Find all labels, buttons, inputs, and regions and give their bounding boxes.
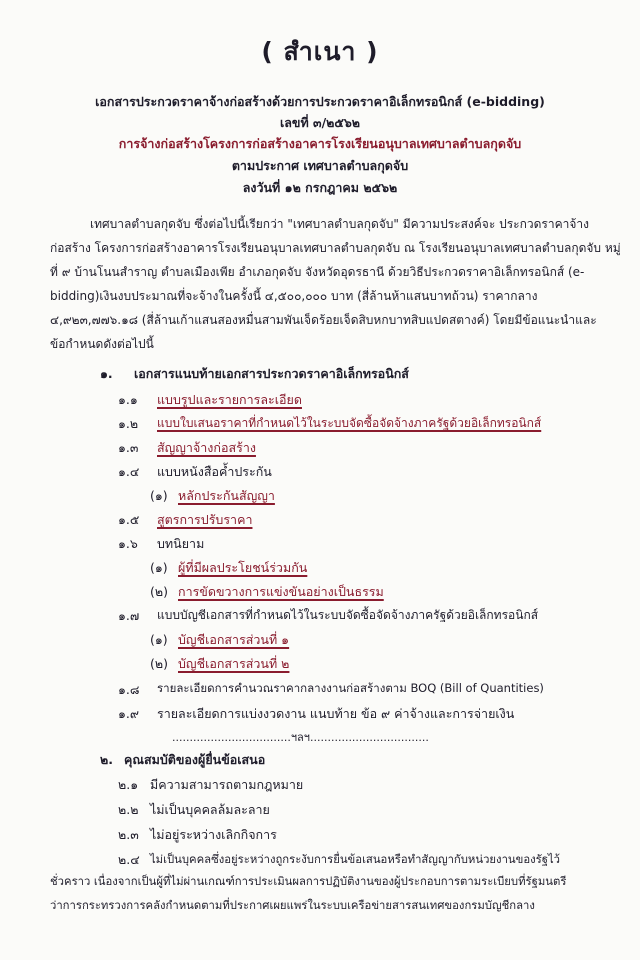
intro-line-5: ๔,๙๒๓,๗๗๖.๑๘ (สี่ล้านเก้าแสนสองหมื่นสามพันเจ็ดร้อยเจ็ดสิบหกบาทสิบแปดสตางค์) โดยมีข้อแนะนำและ <box>50 313 597 327</box>
continuation-marker: ..................................ฯลฯ.................................. <box>172 731 429 744</box>
item-label: รายละเอียดการแบ่งงวดงาน แนบท้าย ข้อ ๙ ค่าจ้างและการจ่ายเงิน <box>157 706 515 721</box>
intro-line-6: ข้อกำหนดดังต่อไปนี้ <box>50 337 154 351</box>
intro-line-3: ที่ ๙ บ้านโนนสำราญ ตำบลเมืองเพีย อำเภอกุดจับ จังหวัดอุดรธานี ด้วยวิธีประกวดราคาอิเล็กทรอนิกส์ (e- <box>50 265 585 279</box>
attachment-link-doc-list-2[interactable]: บัญชีเอกสารส่วนที่ ๒ <box>178 656 290 671</box>
intro-line-1: เทศบาลตำบลกุดจับ ซึ่งต่อไปนี้เรียกว่า "เทศบาลตำบลกุดจับ" มีความประสงค์จะ ประกวดราคาจ้าง <box>90 217 589 231</box>
attachment-link-joint-interest[interactable]: ผู้ที่มีผลประโยชน์ร่วมกัน <box>178 560 308 575</box>
announcement-line: ตามประกาศ เทศบาลตำบลกุดจับ <box>231 158 409 173</box>
item-2-4-continued-2: ว่าการกระทรวงการคลังกำหนดตามที่ประกาศเผยแพร่ในระบบเครือข่ายสารสนเทศของกรมบัญชีกลาง <box>50 899 535 912</box>
item-label: แบบบัญชีเอกสารที่กำหนดไว้ในระบบจัดซื้อจัดจ้างภาครัฐด้วยอิเล็กทรอนิกส์ <box>157 608 539 622</box>
project-title: การจ้างก่อสร้างโครงการก่อสร้างอาคารโรงเรียนอนุบาลเทศบาลตำบลกุดจับ <box>118 136 522 151</box>
item-number: ๒.๒ <box>118 802 139 817</box>
item-number: (๒) <box>150 584 168 599</box>
attachment-link-drawings[interactable]: แบบรูปและรายการละเอียด <box>157 392 302 407</box>
item-label: แบบหนังสือค้ำประกัน <box>157 464 272 479</box>
item-2-4-continued-1: ชั่วคราว เนื่องจากเป็นผู้ที่ไม่ผ่านเกณฑ์การประเมินผลการปฏิบัติงานของผู้ประกอบการตามระเบียบที่รัฐมนตรี <box>50 875 567 888</box>
section-2-number: ๒. <box>100 752 113 767</box>
item-label: ไม่อยู่ระหว่างเลิกกิจการ <box>150 827 277 842</box>
document-title: เอกสารประกวดราคาจ้างก่อสร้างด้วยการประกวดราคาอิเล็กทรอนิกส์ (e-bidding) <box>95 94 545 109</box>
item-label: มีความสามารถตามกฎหมาย <box>150 777 304 792</box>
section-2-title: คุณสมบัติของผู้ยื่นข้อเสนอ <box>124 752 266 767</box>
item-number: ๑.๔ <box>118 464 140 479</box>
item-number: (๑) <box>150 488 168 503</box>
attachment-link-fair-competition[interactable]: การขัดขวางการแข่งขันอย่างเป็นธรรม <box>178 584 384 599</box>
copy-stamp: ( สำเนา ) <box>261 37 379 66</box>
item-number: ๒.๔ <box>118 852 140 867</box>
item-number: (๑) <box>150 560 168 575</box>
attachment-link-guarantee[interactable]: หลักประกันสัญญา <box>178 488 275 503</box>
item-number: ๒.๑ <box>118 777 139 792</box>
intro-line-4: bidding)เงินงบประมาณที่จะจ้างในครั้งนี้ ๔,๕๐๐,๐๐๐ บาท (สี่ล้านห้าแสนบาทถ้วน) ราคากลาง <box>50 289 538 303</box>
attachment-link-price-formula[interactable]: สูตรการปรับราคา <box>157 512 253 527</box>
item-label: ไม่เป็นบุคคลล้มละลาย <box>150 802 270 817</box>
item-number: (๒) <box>150 656 168 671</box>
item-number: ๑.๙ <box>118 706 140 721</box>
section-1-number: ๑. <box>100 366 113 381</box>
item-number: ๒.๓ <box>118 827 139 842</box>
item-number: ๑.๗ <box>118 608 140 623</box>
section-1-title: เอกสารแนบท้ายเอกสารประกวดราคาอิเล็กทรอนิกส์ <box>134 366 409 381</box>
item-label: บทนิยาม <box>157 536 205 551</box>
item-number: ๑.๘ <box>118 682 140 697</box>
item-number: ๑.๓ <box>118 440 139 455</box>
document-number: เลขที่ ๓/๒๕๖๒ <box>279 115 361 130</box>
item-number: ๑.๖ <box>118 536 138 551</box>
item-number: ๑.๑ <box>118 392 138 407</box>
item-label: รายละเอียดการคำนวณราคากลางงานก่อสร้างตาม BOQ (Bill of Quantities) <box>157 681 544 695</box>
attachment-link-bid-form[interactable]: แบบใบเสนอราคาที่กำหนดไว้ในระบบจัดซื้อจัดจ้างภาครัฐด้วยอิเล็กทรอนิกส์ <box>157 416 542 430</box>
item-number: (๑) <box>150 632 168 647</box>
item-number: ๑.๕ <box>118 512 140 527</box>
intro-line-2: ก่อสร้าง โครงการก่อสร้างอาคารโรงเรียนอนุบาลเทศบาลตำบลกุดจับ ณ โรงเรียนอนุบาลเทศบาลตำบลกุดจับ หมู่ <box>50 241 621 255</box>
announcement-date: ลงวันที่ ๑๒ กรกฎาคม ๒๕๖๒ <box>242 180 398 195</box>
item-label: ไม่เป็นบุคคลซึ่งอยู่ระหว่างถูกระงับการยื่นข้อเสนอหรือทำสัญญากับหน่วยงานของรัฐไว้ <box>150 853 560 866</box>
attachment-link-contract[interactable]: สัญญาจ้างก่อสร้าง <box>157 440 256 455</box>
item-number: ๑.๒ <box>118 416 139 431</box>
attachment-link-doc-list-1[interactable]: บัญชีเอกสารส่วนที่ ๑ <box>178 632 290 647</box>
